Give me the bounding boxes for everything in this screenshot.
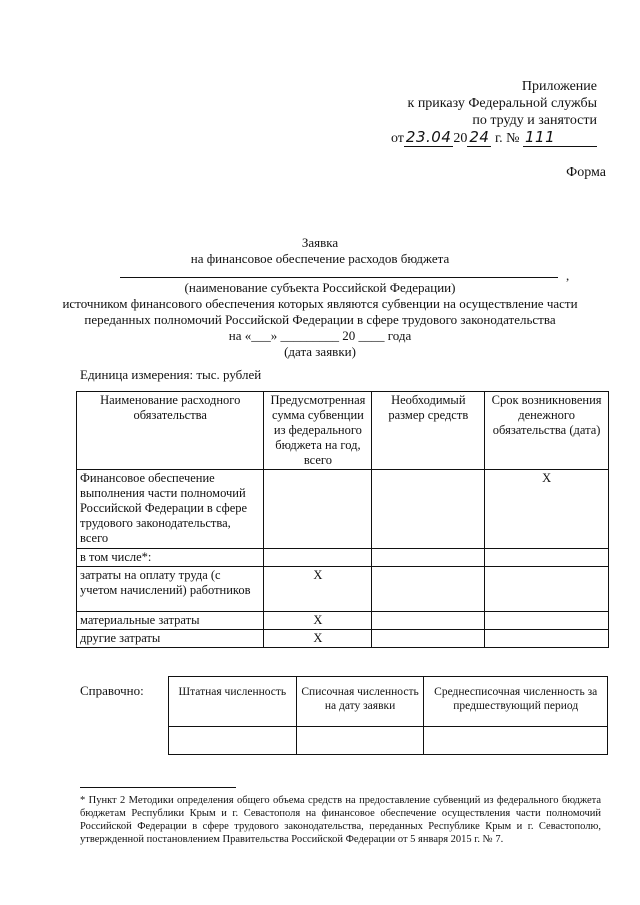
row-cell: X (264, 630, 372, 648)
approval-date-line (391, 129, 597, 147)
subject-block (0, 280, 640, 360)
title-line-3: источником финансового обеспечения которых являются субвенции на осуществление части (62, 296, 578, 311)
row-name: материальные затраты (77, 612, 264, 630)
row-cell: X (264, 612, 372, 630)
row-cell (372, 567, 485, 612)
form-label: Форма (566, 165, 606, 180)
reference-table (168, 676, 608, 755)
date-g: г. (494, 131, 503, 146)
approval-block (391, 78, 597, 147)
row-cell (485, 549, 609, 567)
handwritten-order-number: 111 (523, 129, 597, 147)
footnote: * Пункт 2 Методики определения общего объема средств на предоставление субвенций из федерального бюджета бюджетам Республики Крым и г. Севастополя на финансовое обеспечение осуществления части полномочий Российской Федерации в сфере трудового законодательства, переданных Республике Крым и г. Севастополю, утвержденной постановлением Правительства Российской Федерации от 5 января 2015 г. № 7. (80, 795, 601, 845)
subject-hint: (наименование субъекта Российской Федерации) (184, 280, 456, 295)
table-row (77, 470, 609, 549)
reference-header-row (169, 677, 608, 727)
subject-line-comma: , (566, 268, 570, 283)
table-header-row (77, 392, 609, 470)
average-count-cell (424, 727, 608, 755)
date-hint: (дата заявки) (284, 344, 356, 359)
table-row (77, 612, 609, 630)
header-average-count: Среднесписочная численность за предшествующий период (424, 677, 608, 727)
handwritten-date: 23.04 (405, 128, 452, 146)
table-row (77, 549, 609, 567)
header-staff-count: Штатная численность (169, 677, 297, 727)
subject-name-line (120, 277, 558, 278)
row-cell: X (264, 567, 372, 612)
application-date-line: на «___» _________ 20 ____ года (228, 328, 412, 343)
date-prefix: от (390, 131, 404, 146)
row-cell (485, 630, 609, 648)
row-cell (264, 470, 372, 549)
reference-label: Справочно: (80, 683, 144, 698)
header-planned-sum: Предусмотренная сумма субвенции из федерального бюджета на год, всего (264, 392, 372, 470)
title-line-4: переданных полномочий Российской Федерации в сфере трудового законодательства (84, 312, 556, 327)
row-cell (372, 612, 485, 630)
handwritten-year: 24 (469, 128, 490, 146)
approval-line-1: Приложение (521, 79, 597, 94)
header-list-count: Списочная численность на дату заявки (296, 677, 424, 727)
header-obligation-date: Срок возникновения денежного обязательства (дата) (485, 392, 609, 470)
row-name: другие затраты (77, 630, 264, 648)
date-year-prefix: 20 (453, 131, 468, 146)
row-cell (372, 549, 485, 567)
row-name: Финансовое обеспечение выполнения части полномочий Российской Федерации в сфере трудового законодательства, всего (77, 470, 264, 549)
staff-count-cell (169, 727, 297, 755)
number-sign: № (506, 131, 520, 146)
row-cell (372, 470, 485, 549)
unit-label: Единица измерения: тыс. рублей (80, 367, 262, 382)
row-cell (485, 567, 609, 612)
table-row (77, 630, 609, 648)
row-cell (264, 549, 372, 567)
row-name: в том числе*: (77, 549, 264, 567)
footnote-separator (80, 787, 236, 788)
row-cell (485, 612, 609, 630)
header-obligation-name: Наименование расходного обязательства (77, 392, 264, 470)
header-required-amount: Необходимый размер средств (372, 392, 485, 470)
title-line-1: Заявка (301, 235, 339, 250)
approval-line-2: к приказу Федеральной службы (407, 96, 597, 111)
table-row (77, 567, 609, 612)
reference-value-row (169, 727, 608, 755)
title-line-2: на финансовое обеспечение расходов бюджета (190, 251, 450, 266)
row-name: затраты на оплату труда (с учетом начислений) работников (77, 567, 264, 612)
row-cell (372, 630, 485, 648)
expenses-table (76, 391, 609, 648)
application-title (0, 235, 640, 267)
row-cell: X (485, 470, 609, 549)
list-count-cell (296, 727, 424, 755)
approval-line-3: по труду и занятости (472, 113, 597, 128)
